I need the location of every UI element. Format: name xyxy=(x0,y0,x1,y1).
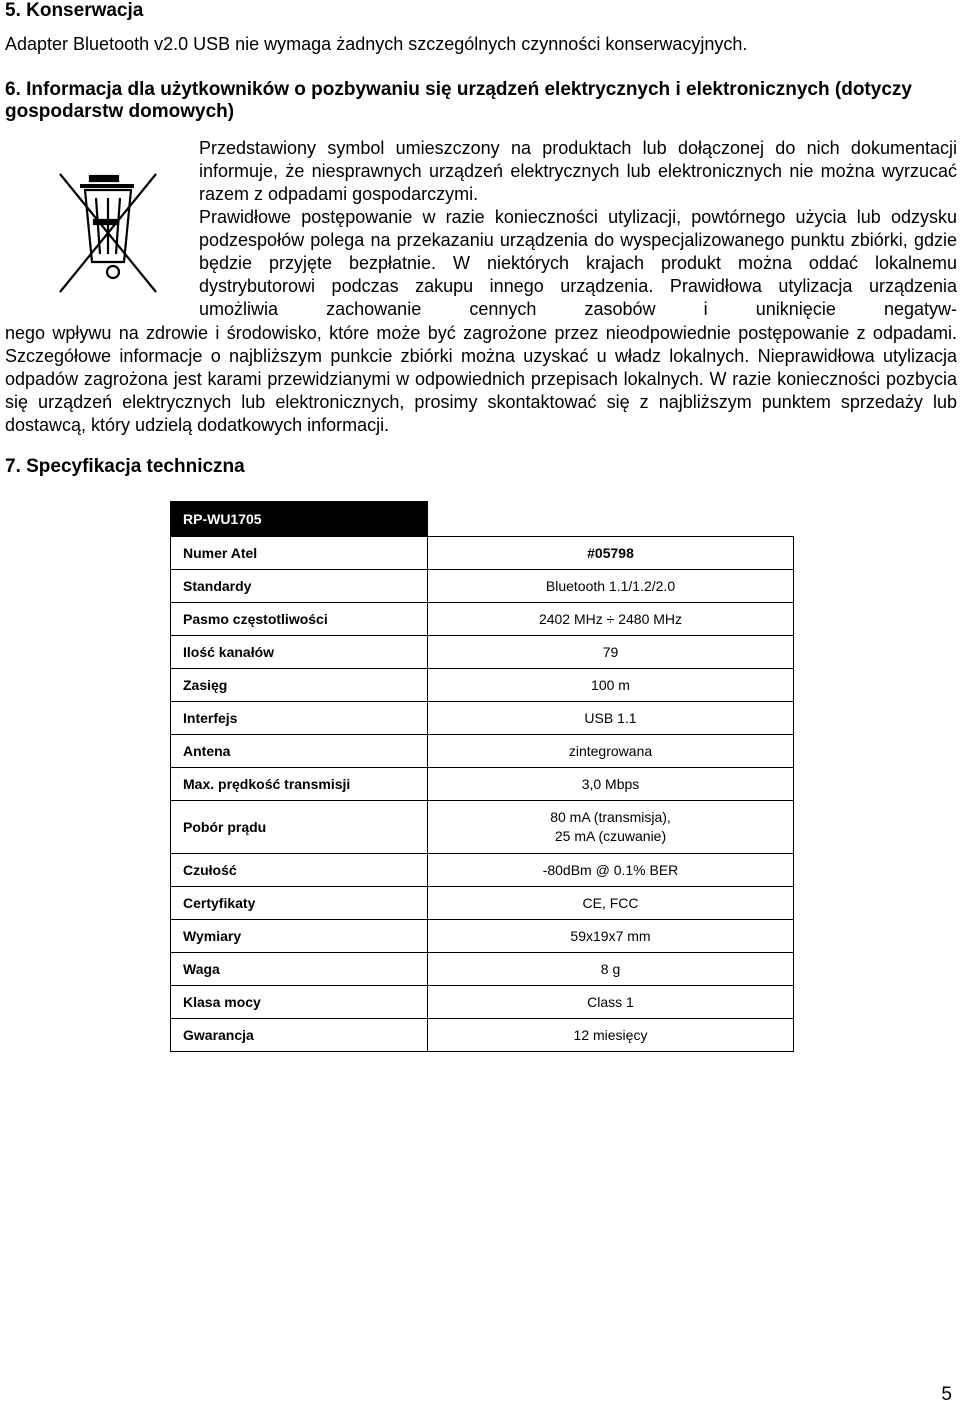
page-number: 5 xyxy=(941,1384,952,1405)
spec-row xyxy=(171,1019,794,1052)
spec-value: -80dBm @ 0.1% BER xyxy=(428,854,794,887)
spec-value: Class 1 xyxy=(428,986,794,1019)
spec-row xyxy=(171,636,794,669)
spec-row xyxy=(171,953,794,986)
spec-value: 2402 MHz ÷ 2480 MHz xyxy=(428,603,794,636)
spec-label: Max. prędkość transmisji xyxy=(171,768,428,801)
spec-value: #05798 xyxy=(428,537,794,570)
spec-row xyxy=(171,768,794,801)
spec-value: USB 1.1 xyxy=(428,702,794,735)
crossed-out-wheelie-bin-icon xyxy=(52,168,162,296)
spec-row xyxy=(171,570,794,603)
spec-label: Pasmo częstotliwości xyxy=(171,603,428,636)
spec-value: 79 xyxy=(428,636,794,669)
spec-label: Certyfikaty xyxy=(171,887,428,920)
spec-row xyxy=(171,669,794,702)
spec-table xyxy=(170,501,794,1052)
spec-row xyxy=(171,920,794,953)
spec-row xyxy=(171,603,794,636)
spec-label: Waga xyxy=(171,953,428,986)
spec-label: Numer Atel xyxy=(171,537,428,570)
spec-value: 3,0 Mbps xyxy=(428,768,794,801)
spec-row xyxy=(171,537,794,570)
spec-label: Gwarancja xyxy=(171,1019,428,1052)
header-blank xyxy=(428,502,794,537)
weee-paragraph-1: Przedstawiony symbol umieszczony na produktach lub dołączonej do nich dokumentacji informuje, że niesprawnych urządzeń elektrycznych lub elektronicznych nie można wyrzucać razem z odpadami gospodarczymi. xyxy=(199,138,957,204)
section-6-title-line2: gospodarstw domowych) xyxy=(5,101,235,122)
spec-table-header xyxy=(171,502,794,537)
section-7-title: 7. Specyfikacja techniczna xyxy=(5,456,245,477)
spec-label: Wymiary xyxy=(171,920,428,953)
spec-value: 8 g xyxy=(428,953,794,986)
spec-value: CE, FCC xyxy=(428,887,794,920)
spec-row xyxy=(171,854,794,887)
spec-value: 100 m xyxy=(428,669,794,702)
spec-label: Pobór prądu xyxy=(171,801,428,854)
spec-value: 80 mA (transmisja), 25 mA (czuwanie) xyxy=(428,801,794,854)
spec-label: Standardy xyxy=(171,570,428,603)
spec-row xyxy=(171,702,794,735)
weee-paragraph-2-head: Prawidłowe postępowanie w razie konieczności utylizacji, powtórnego użycia lub odzysku podzespołów polega na przekazaniu urządzenia do wyspecjalizowanego punktu zbiórki, gdzie będzie przyjęte bezpłatnie. W niektórych krajach produkt można oddać lokalnemu dystrybutorowi podczas zakupu innego urządzenia. Prawidłowa utylizacja urządzenia umożliwia zachowanie cennych zasobów i uniknięcie negatyw xyxy=(199,207,957,319)
spec-value: 12 miesięcy xyxy=(428,1019,794,1052)
spec-label: Czułość xyxy=(171,854,428,887)
spec-label: Ilość kanałów xyxy=(171,636,428,669)
spec-value: zintegrowana xyxy=(428,735,794,768)
section-5-title: 5. Konserwacja xyxy=(5,0,144,21)
spec-label: Zasięg xyxy=(171,669,428,702)
spec-row xyxy=(171,735,794,768)
spec-label: Klasa mocy xyxy=(171,986,428,1019)
spec-row xyxy=(171,986,794,1019)
spec-label: Interfejs xyxy=(171,702,428,735)
weee-paragraph-2-tail: nego wpływu na zdrowie i środowisko, które może być zagrożone przez nieodpowiednie postępowanie z odpadami. Szczegółowe informacje o najbliższym punkcie zbiórki można uzyskać u władz lokalnych. Nieprawidłowa utylizacja odpadów zagrożona jest karami przewidzianymi w odpowiednich przepisach lokalnych. W razie konieczności pozbycia się urządzeń elektrycznych lub elektronicznych, prosimy skontaktować się z najbliższym punktem sprzedaży lub dostawcą, który udzielą dodatkowych informacji. xyxy=(5,323,957,435)
spec-label: Antena xyxy=(171,735,428,768)
spec-row xyxy=(171,887,794,920)
spec-value: 59x19x7 mm xyxy=(428,920,794,953)
section-6-title-line1: 6. Informacja dla użytkowników o pozbywaniu się urządzeń elektrycznych i elektronicznych (dotyczy xyxy=(5,79,912,100)
section-5-text: Adapter Bluetooth v2.0 USB nie wymaga żadnych szczególnych czynności konserwacyjnych. xyxy=(5,34,748,54)
spec-value: Bluetooth 1.1/1.2/2.0 xyxy=(428,570,794,603)
model-number: RP-WU1705 xyxy=(171,502,428,537)
spec-row xyxy=(171,801,794,854)
